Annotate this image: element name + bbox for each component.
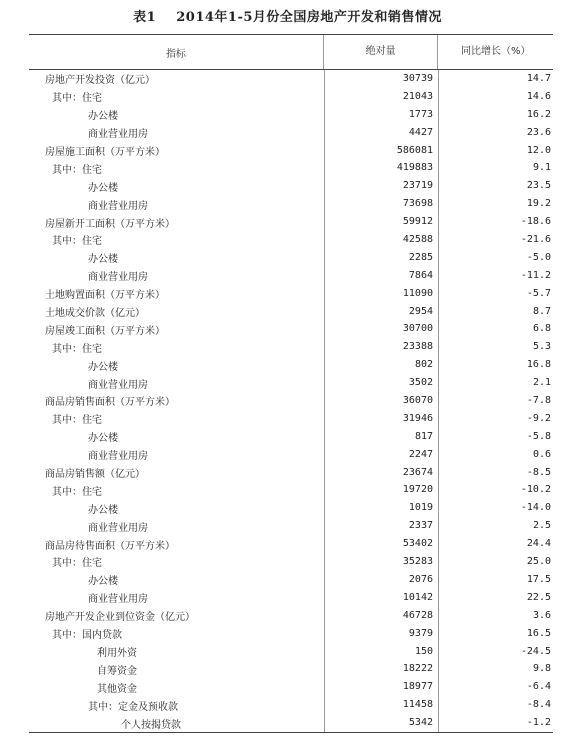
row-absolute-value: 4427 — [324, 124, 438, 142]
row-indicator: 房地产开发企业到位资金（亿元） — [45, 612, 195, 624]
header-growth: 同比增长（%） — [437, 35, 553, 69]
row-absolute-value: 10142 — [324, 589, 438, 607]
row-growth-value: 8.7 — [438, 303, 553, 321]
table-row — [29, 374, 553, 392]
table-row — [29, 481, 553, 499]
row-absolute-value: 23674 — [324, 464, 438, 482]
row-absolute-value: 30739 — [324, 70, 438, 88]
row-indicator: 商品房销售额（亿元） — [45, 469, 145, 481]
row-absolute-value: 23719 — [324, 177, 438, 195]
row-absolute-value: 42588 — [324, 231, 438, 249]
table-row — [29, 303, 553, 321]
row-absolute-value: 35283 — [324, 553, 438, 571]
row-growth-value: 16.5 — [438, 625, 553, 643]
row-indicator: 商业营业用房 — [88, 522, 148, 534]
table-row — [29, 553, 553, 571]
table-row — [29, 643, 553, 661]
row-indicator: 自筹资金 — [97, 665, 137, 677]
row-growth-value: 2.5 — [438, 517, 553, 535]
row-indicator: 其他资金 — [97, 683, 137, 695]
row-absolute-value: 11090 — [324, 285, 438, 303]
table-row — [29, 142, 553, 160]
row-indicator: 其中：住宅 — [52, 486, 102, 498]
row-growth-value: -5.7 — [438, 285, 553, 303]
row-growth-value: -21.6 — [438, 231, 553, 249]
row-indicator: 办公楼 — [88, 254, 118, 266]
row-indicator: 商业营业用房 — [88, 272, 148, 284]
row-absolute-value: 9379 — [324, 625, 438, 643]
table-row — [29, 607, 553, 625]
row-indicator: 土地成交价款（亿元） — [45, 308, 145, 320]
row-indicator: 土地购置面积（万平方米） — [45, 290, 165, 302]
row-indicator: 其中：住宅 — [52, 558, 102, 570]
row-growth-value: 17.5 — [438, 571, 553, 589]
table-row — [29, 231, 553, 249]
row-absolute-value: 2285 — [324, 249, 438, 267]
table-row — [29, 70, 553, 88]
table-body — [29, 70, 553, 732]
table-row — [29, 428, 553, 446]
table-row — [29, 410, 553, 428]
table-row — [29, 338, 553, 356]
row-absolute-value: 2337 — [324, 517, 438, 535]
row-growth-value: 5.3 — [438, 338, 553, 356]
row-growth-value: 12.0 — [438, 142, 553, 160]
row-indicator: 其中：住宅 — [52, 415, 102, 427]
table-row — [29, 106, 553, 124]
table-row — [29, 249, 553, 267]
row-growth-value: 19.2 — [438, 195, 553, 213]
row-growth-value: 16.8 — [438, 356, 553, 374]
row-growth-value: -8.4 — [438, 696, 553, 714]
row-indicator: 商业营业用房 — [88, 379, 148, 391]
row-absolute-value: 11458 — [324, 696, 438, 714]
row-indicator: 商业营业用房 — [88, 200, 148, 212]
row-absolute-value: 46728 — [324, 607, 438, 625]
row-indicator: 办公楼 — [88, 361, 118, 373]
row-growth-value: 25.0 — [438, 553, 553, 571]
table-row — [29, 159, 553, 177]
table-row — [29, 88, 553, 106]
table-header — [29, 35, 553, 69]
row-indicator: 房屋新开工面积（万平方米） — [45, 218, 175, 230]
row-indicator: 个人按揭贷款 — [121, 719, 181, 731]
table-row — [29, 535, 553, 553]
row-absolute-value: 1019 — [324, 499, 438, 517]
row-indicator: 其中：住宅 — [52, 164, 102, 176]
row-absolute-value: 31946 — [324, 410, 438, 428]
row-absolute-value: 419883 — [324, 159, 438, 177]
row-absolute-value: 1773 — [324, 106, 438, 124]
row-growth-value: -14.0 — [438, 499, 553, 517]
row-indicator: 办公楼 — [88, 433, 118, 445]
row-indicator: 办公楼 — [88, 182, 118, 194]
row-growth-value: -11.2 — [438, 267, 553, 285]
row-absolute-value: 18222 — [324, 660, 438, 678]
table-row — [29, 356, 553, 374]
row-absolute-value: 23388 — [324, 338, 438, 356]
row-indicator: 房屋施工面积（万平方米） — [45, 147, 165, 158]
row-indicator: 其中：住宅 — [52, 236, 102, 248]
row-indicator: 商业营业用房 — [88, 594, 148, 606]
row-growth-value: -5.8 — [438, 428, 553, 446]
row-indicator: 其中：住宅 — [52, 93, 102, 105]
row-indicator: 房屋竣工面积（万平方米） — [45, 325, 165, 337]
row-growth-value: -10.2 — [438, 481, 553, 499]
table-row — [29, 464, 553, 482]
row-absolute-value: 18977 — [324, 678, 438, 696]
table-row — [29, 213, 553, 231]
row-growth-value: -8.5 — [438, 464, 553, 482]
table-row — [29, 177, 553, 195]
row-growth-value: 14.7 — [438, 70, 553, 88]
table-row — [29, 571, 553, 589]
row-indicator: 商品房销售面积（万平方米） — [45, 397, 175, 409]
table-row — [29, 285, 553, 303]
row-indicator: 商业营业用房 — [88, 451, 148, 463]
row-growth-value: -5.0 — [438, 249, 553, 267]
table-row — [29, 660, 553, 678]
table-row — [29, 392, 553, 410]
bottom-rule — [29, 732, 553, 733]
row-absolute-value: 150 — [324, 643, 438, 661]
row-absolute-value: 19720 — [324, 481, 438, 499]
row-absolute-value: 53402 — [324, 535, 438, 553]
table-row — [29, 267, 553, 285]
row-absolute-value: 59912 — [324, 213, 438, 231]
row-indicator: 其中：定金及预收款 — [88, 701, 178, 713]
table-row — [29, 446, 553, 464]
row-growth-value: 2.1 — [438, 374, 553, 392]
row-absolute-value: 586081 — [324, 142, 438, 160]
row-absolute-value: 2954 — [324, 303, 438, 321]
row-growth-value: 16.2 — [438, 106, 553, 124]
row-absolute-value: 3502 — [324, 374, 438, 392]
row-indicator: 商业营业用房 — [88, 129, 148, 141]
row-absolute-value: 802 — [324, 356, 438, 374]
table-row — [29, 696, 553, 714]
header-indicator: 指标 — [165, 48, 186, 60]
row-indicator: 办公楼 — [88, 576, 118, 588]
table-row — [29, 589, 553, 607]
row-growth-value: 6.8 — [438, 320, 553, 338]
row-growth-value: 22.5 — [438, 589, 553, 607]
table-row — [29, 678, 553, 696]
table-row — [29, 195, 553, 213]
row-indicator: 办公楼 — [88, 504, 118, 516]
row-growth-value: 0.6 — [438, 446, 553, 464]
row-growth-value: 14.6 — [438, 88, 553, 106]
row-growth-value: 3.6 — [438, 607, 553, 625]
row-absolute-value: 7864 — [324, 267, 438, 285]
table-row — [29, 499, 553, 517]
row-absolute-value: 30700 — [324, 320, 438, 338]
row-growth-value: -18.6 — [438, 213, 553, 231]
row-growth-value: -1.2 — [438, 714, 553, 732]
row-absolute-value: 36070 — [324, 392, 438, 410]
row-absolute-value: 73698 — [324, 195, 438, 213]
row-growth-value: 24.4 — [438, 535, 553, 553]
row-absolute-value: 5342 — [324, 714, 438, 732]
row-growth-value: 9.1 — [438, 159, 553, 177]
row-growth-value: -9.2 — [438, 410, 553, 428]
header-absolute: 绝对量 — [323, 35, 438, 69]
table-row — [29, 320, 553, 338]
row-indicator: 其中：住宅 — [52, 343, 102, 355]
row-indicator: 房地产开发投资（亿元） — [45, 75, 155, 87]
row-indicator: 其中：国内贷款 — [52, 630, 122, 642]
table-row — [29, 517, 553, 535]
row-absolute-value: 21043 — [324, 88, 438, 106]
row-indicator: 商品房待售面积（万平方米） — [45, 540, 175, 552]
row-absolute-value: 2076 — [324, 571, 438, 589]
table-row — [29, 625, 553, 643]
row-growth-value: -7.8 — [438, 392, 553, 410]
row-growth-value: -6.4 — [438, 678, 553, 696]
data-table — [29, 34, 553, 733]
row-indicator: 办公楼 — [88, 111, 118, 123]
row-growth-value: -24.5 — [438, 643, 553, 661]
table-title: 表1 2014年1-5月份全国房地产开发和销售情况 — [133, 10, 442, 25]
row-growth-value: 9.8 — [438, 660, 553, 678]
table-row — [29, 124, 553, 142]
row-growth-value: 23.6 — [438, 124, 553, 142]
row-absolute-value: 2247 — [324, 446, 438, 464]
row-growth-value: 23.5 — [438, 177, 553, 195]
row-indicator: 利用外资 — [97, 647, 137, 659]
table-row — [29, 714, 553, 732]
row-absolute-value: 817 — [324, 428, 438, 446]
